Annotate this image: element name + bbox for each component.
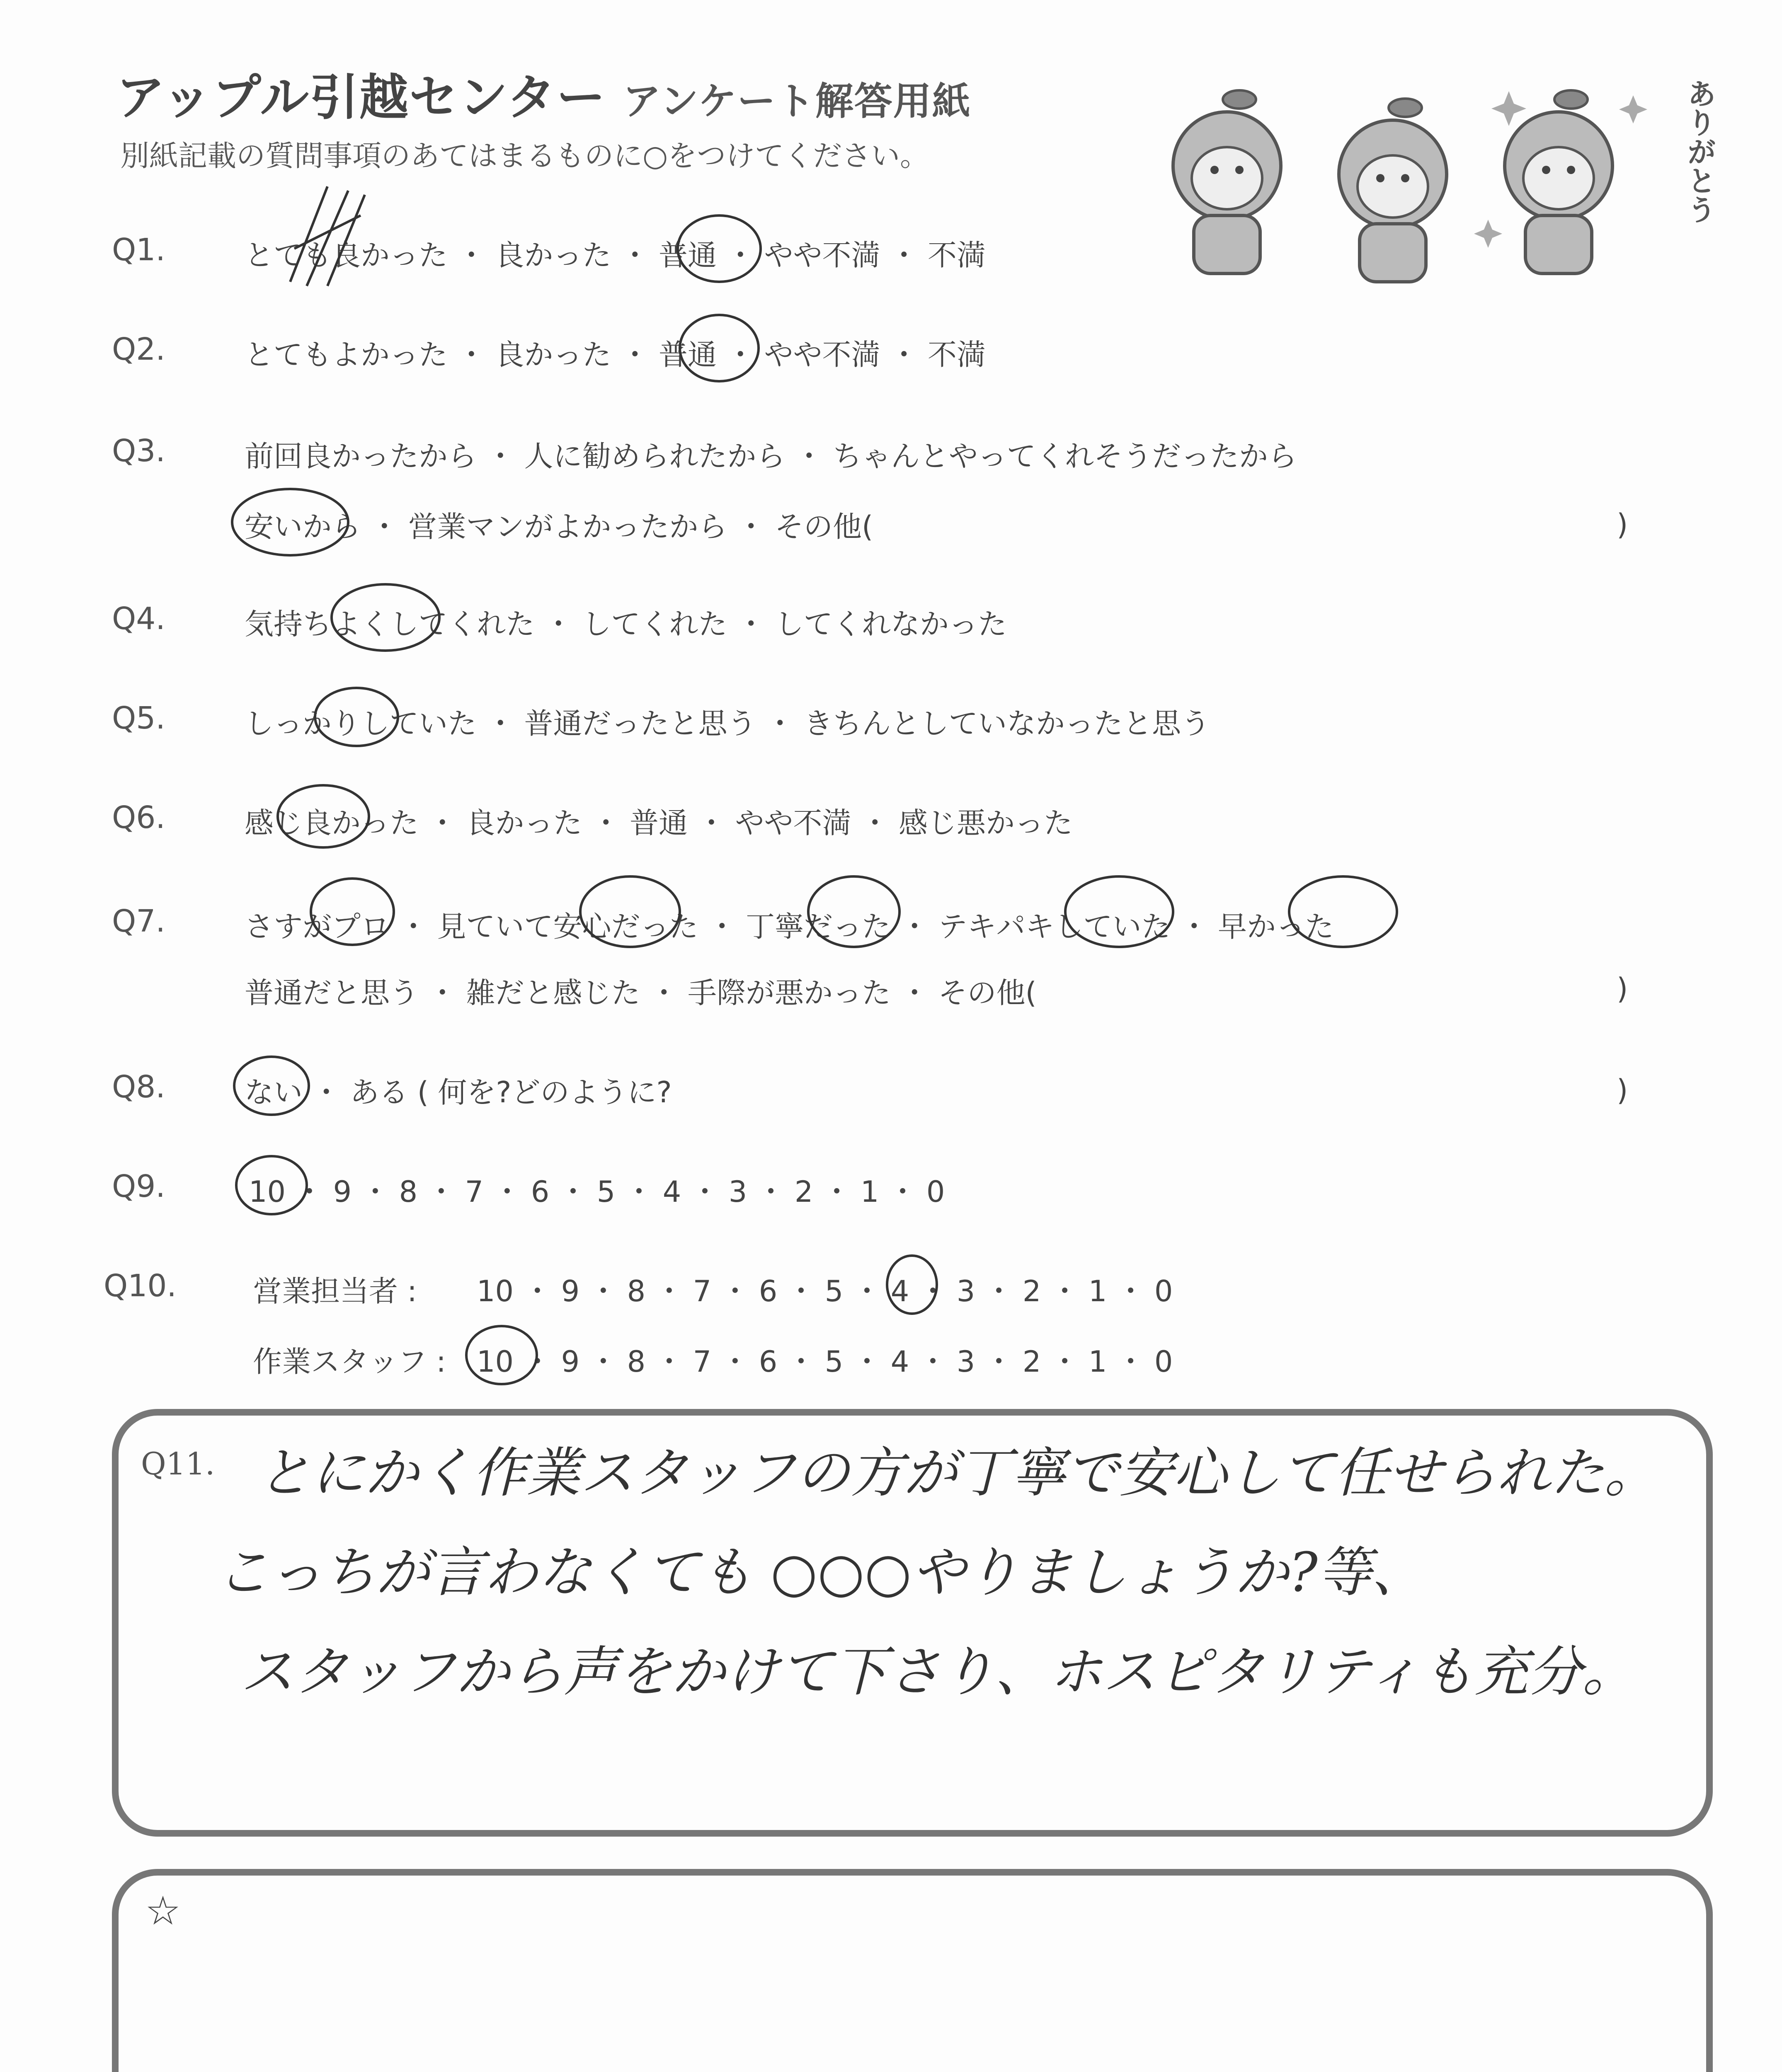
q11-label: Q11.: [141, 1446, 215, 1482]
q11-answer-line3: スタッフから声をかけて下さり、ホスピタリティも充分。: [240, 1640, 1637, 1703]
q8-label: Q8.: [112, 1069, 165, 1105]
q6-label: Q6.: [112, 800, 165, 835]
q8-options: ない ・ ある ( 何を?どのように?: [245, 1075, 672, 1109]
q11-answer-line1: とにかく作業スタッフの方が丁寧で安心して任せられた。: [257, 1441, 1658, 1504]
q10-sales-scale: 10 ・ 9 ・ 8 ・ 7 ・ 6 ・ 5 ・ 4 ・ 3 ・ 2 ・ 1 ・ 0: [477, 1274, 1173, 1308]
q4-options: 気持ちよくしてくれた ・ してくれた ・ してくれなかった: [245, 607, 1007, 641]
q11-answer-line2: こっちが言わなくても ○○○やりましょうか?等、: [216, 1541, 1426, 1604]
q5-label: Q5.: [112, 700, 165, 736]
q3-options-line2: 安いから ・ 営業マンがよかったから ・ その他(: [245, 510, 873, 544]
comment-box: [112, 1869, 1713, 2072]
q10-sales-label: 営業担当者 :: [253, 1274, 417, 1308]
form-subtitle: アンケート解答用紙: [623, 79, 971, 123]
q2-label: Q2.: [112, 332, 165, 367]
q3-close-paren: ): [1617, 508, 1628, 542]
q6-options: 感じ良かった ・ 良かった ・ 普通 ・ やや不満 ・ 感じ悪かった: [245, 806, 1073, 840]
q4-label: Q4.: [112, 601, 165, 637]
q5-options: しっかりしていた ・ 普通だったと思う ・ きちんとしていなかったと思う: [245, 707, 1210, 741]
thanks-text: ありがとう: [1683, 79, 1717, 224]
q10-label: Q10.: [104, 1268, 177, 1304]
q3-options-line1: 前回良かったから ・ 人に勧められたから ・ ちゃんとやってくれそうだったから: [245, 439, 1297, 473]
q10-staff-scale: 10 ・ 9 ・ 8 ・ 7 ・ 6 ・ 5 ・ 4 ・ 3 ・ 2 ・ 1 ・ 0: [477, 1345, 1173, 1379]
q3-label: Q3.: [112, 433, 165, 469]
q10-staff-label: 作業スタッフ :: [253, 1345, 446, 1379]
q7-label: Q7.: [112, 903, 165, 939]
q7-close-paren: ): [1617, 972, 1628, 1006]
q9-label: Q9.: [112, 1169, 165, 1204]
q1-options: とても良かった ・ 良かった ・ 普通 ・ やや不満 ・ 不満: [245, 238, 986, 272]
instruction-text: 別紙記載の質問事項のあてはまるものに○をつけてください。: [120, 139, 929, 173]
q8-close-paren: ): [1617, 1073, 1628, 1107]
q2-options: とてもよかった ・ 良かった ・ 普通 ・ やや不満 ・ 不満: [245, 338, 986, 372]
q7-options-line1: さすがプロ ・ 見ていて安心だった ・ 丁寧だった ・ テキパキしていた ・ 早かった: [245, 910, 1334, 944]
q7-options-line2: 普通だと思う ・ 雑だと感じた ・ 手際が悪かった ・ その他(: [245, 976, 1037, 1010]
q1-label: Q1.: [112, 232, 165, 268]
q9-scale: 10 ・ 9 ・ 8 ・ 7 ・ 6 ・ 5 ・ 4 ・ 3 ・ 2 ・ 1 ・ 0: [249, 1175, 945, 1209]
star-icon: ☆: [145, 1888, 181, 1934]
company-name: アップル引越センター: [116, 69, 606, 126]
